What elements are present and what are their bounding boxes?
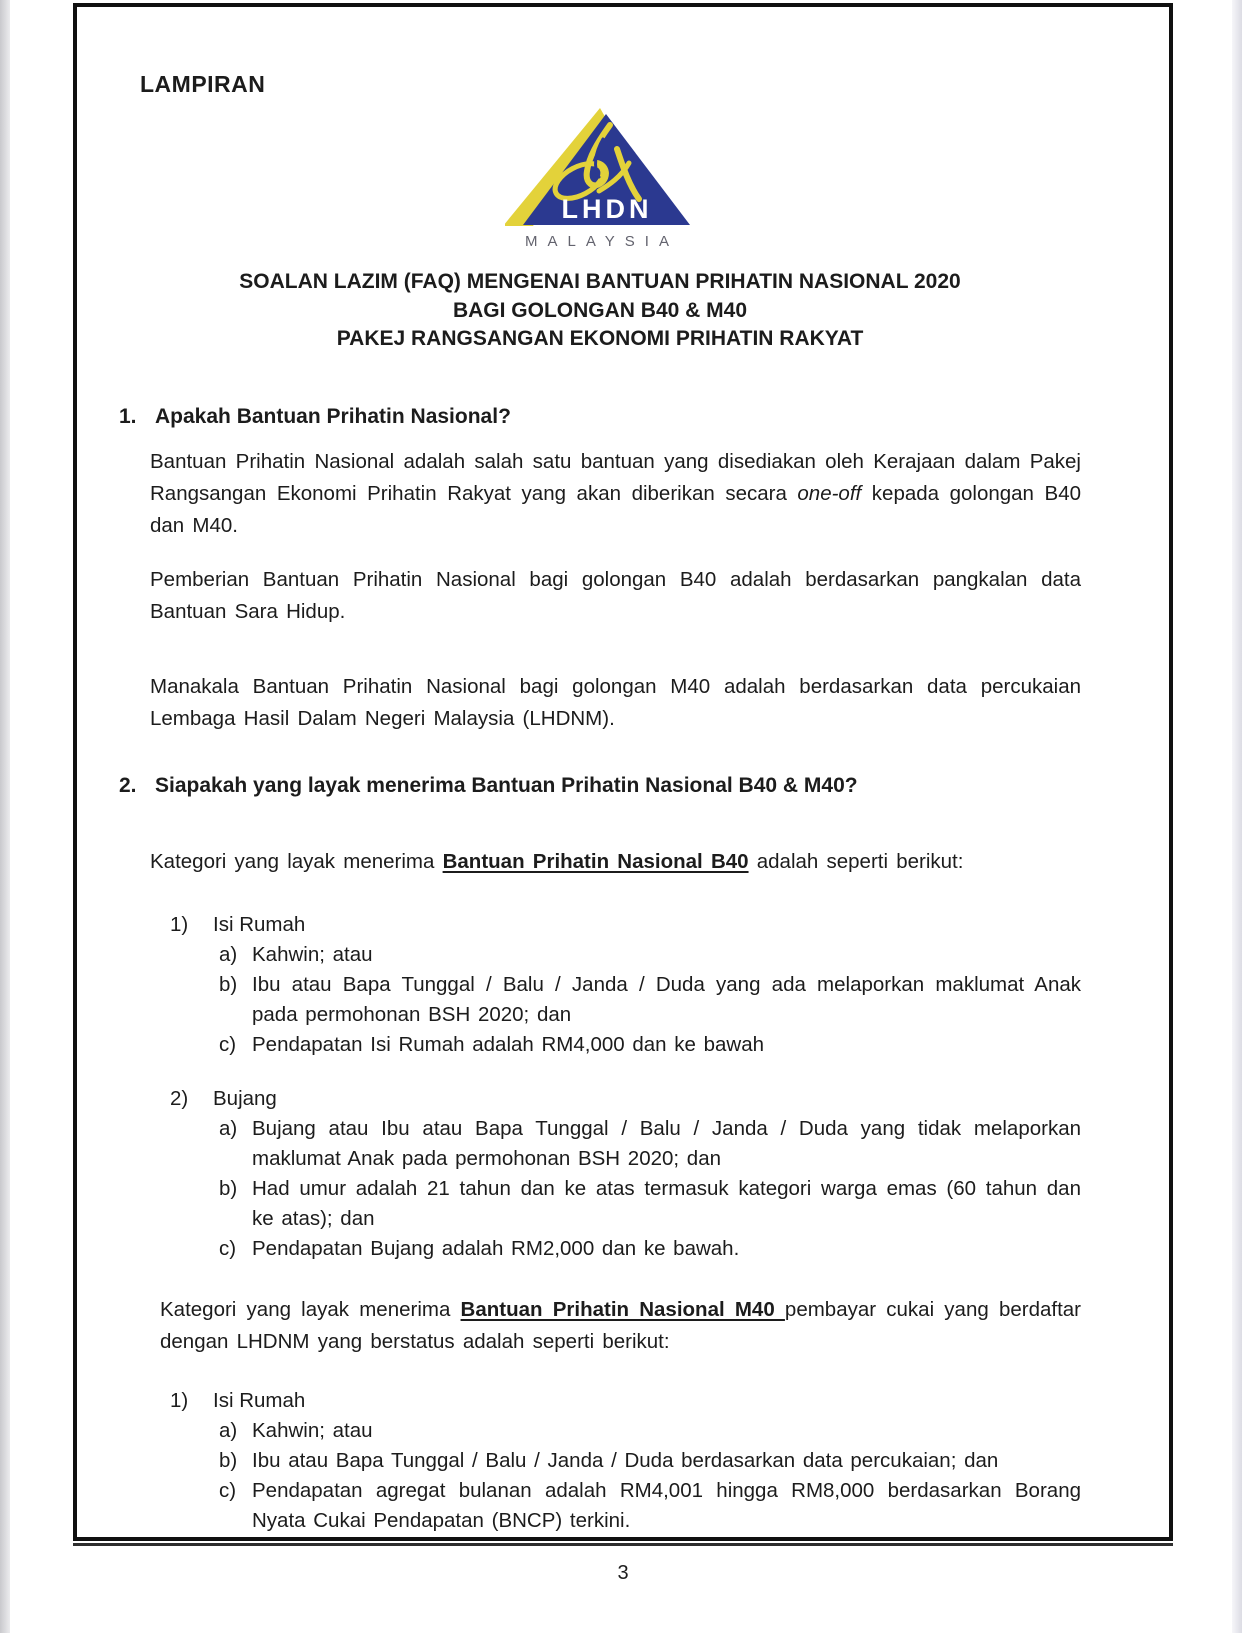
item-marker: c) xyxy=(219,1478,237,1502)
item-marker: 1) xyxy=(170,1388,189,1412)
q1-para-1 xyxy=(150,446,1081,542)
lhdn-logo xyxy=(119,105,1081,258)
item-text: Kahwin; atau xyxy=(252,1418,373,1442)
doc-title-line1: SOALAN LAZIM (FAQ) MENGENAI BANTUAN PRIHATIN NASIONAL 2020 xyxy=(239,270,961,293)
m40-intro xyxy=(160,1294,1081,1358)
list-item xyxy=(170,1084,1081,1114)
b40-intro-bold: Bantuan Prihatin Nasional B40 xyxy=(442,849,749,873)
item-text: Kahwin; atau xyxy=(252,942,373,966)
q2-number: 2. xyxy=(119,773,137,797)
scan-edge-left xyxy=(0,0,10,1633)
doc-title-line3: PAKEJ RANGSANGAN EKONOMI PRIHATIN RAKYAT xyxy=(336,327,864,350)
faq-item-2 xyxy=(119,771,1081,1536)
item-text: Ibu atau Bapa Tunggal / Balu / Janda / Duda berdasarkan data percukaian; dan xyxy=(252,1448,999,1472)
q1-heading-row xyxy=(119,402,1081,432)
q1-para-1-text: Bantuan Prihatin Nasional adalah salah satu bantuan yang disediakan oleh Kerajaan dalam Pakej Rangsangan Ekonomi Prihatin Rakyat yang akan diberikan secara xyxy=(150,449,1081,505)
list-item xyxy=(170,1386,1081,1416)
lhdn-logo-graphic xyxy=(505,105,695,253)
q1-para-1-tail: kepada golongan B40 dan M40. xyxy=(150,481,1081,537)
item-label: Isi Rumah xyxy=(213,912,306,936)
q1-number: 1. xyxy=(119,404,137,428)
list-item xyxy=(219,1030,1081,1060)
item-marker: a) xyxy=(219,942,238,966)
item-marker: c) xyxy=(219,1032,237,1056)
item-label: Isi Rumah xyxy=(213,1388,306,1412)
scan-edge-right xyxy=(1232,0,1242,1633)
item-marker: a) xyxy=(219,1116,238,1140)
item-text: Ibu atau Bapa Tunggal / Balu / Janda / Duda yang ada melaporkan maklumat Anak pada permohonan BSH 2020; dan xyxy=(252,972,1081,1026)
b40-list xyxy=(119,910,1081,1264)
b40-group-isi-rumah xyxy=(119,910,1081,1060)
m40-intro-bold: Bantuan Prihatin Nasional M40 xyxy=(460,1297,785,1321)
page-border-box xyxy=(73,3,1173,1541)
item-marker: 2) xyxy=(170,1086,189,1110)
item-text: Pendapatan agregat bulanan adalah RM4,001 hingga RM8,000 berdasarkan Borang Nyata Cukai Pendapatan (BNCP) terkini. xyxy=(252,1478,1081,1532)
item-marker: b) xyxy=(219,1176,238,1200)
list-item xyxy=(219,1416,1081,1446)
q1-para-2: Pemberian Bantuan Prihatin Nasional bagi golongan B40 adalah berdasarkan pangkalan data Bantuan Sara Hidup. xyxy=(150,567,1081,623)
malaysia-text: MALAYSIA xyxy=(525,233,679,250)
doc-title-line2: BAGI GOLONGAN B40 & M40 xyxy=(452,298,748,322)
list-item xyxy=(219,1234,1081,1264)
b40-intro-tail: adalah seperti berikut: xyxy=(748,849,964,873)
m40-list xyxy=(119,1386,1081,1536)
list-item xyxy=(219,1446,1081,1476)
b40-intro xyxy=(150,846,1081,878)
q2-heading: Siapakah yang layak menerima Bantuan Prihatin Nasional B40 & M40? xyxy=(155,773,858,797)
q1-para-3: Manakala Bantuan Prihatin Nasional bagi golongan M40 adalah berdasarkan data percukaian Lembaga Hasil Dalam Negeri Malaysia (LHDNM). xyxy=(150,674,1081,730)
list-item xyxy=(219,1114,1081,1174)
item-text: Pendapatan Isi Rumah adalah RM4,000 dan ke bawah xyxy=(252,1032,765,1056)
item-text: Bujang atau Ibu atau Bapa Tunggal / Balu / Janda / Duda yang tidak melaporkan maklumat Anak pada permohonan BSH 2020; dan xyxy=(252,1116,1081,1170)
list-item xyxy=(170,910,1081,940)
item-marker: a) xyxy=(219,1418,238,1442)
list-item xyxy=(219,1174,1081,1234)
list-item xyxy=(219,1476,1081,1536)
item-label: Bujang xyxy=(213,1086,277,1110)
m40-group-isi-rumah xyxy=(119,1386,1081,1536)
b40-group-bujang xyxy=(119,1084,1081,1264)
page-content xyxy=(77,7,1169,1536)
q1-heading: Apakah Bantuan Prihatin Nasional? xyxy=(155,404,511,428)
doc-title xyxy=(119,268,1081,354)
lampiran-label: LAMPIRAN xyxy=(140,71,266,97)
q1-para-1-italic: one-off xyxy=(797,481,862,505)
item-marker: 1) xyxy=(170,912,189,936)
faq-item-1 xyxy=(119,402,1081,735)
m40-intro-tail: pembayar cukai yang berdaftar dengan LHDNM yang berstatus adalah seperti berikut: xyxy=(160,1297,1081,1353)
lhdn-text: LHDN xyxy=(561,194,653,224)
list-item xyxy=(219,940,1081,970)
item-marker: b) xyxy=(219,972,238,996)
item-marker: c) xyxy=(219,1236,237,1260)
item-marker: b) xyxy=(219,1448,238,1472)
m40-intro-text: Kategori yang layak menerima xyxy=(160,1297,461,1321)
q2-heading-row xyxy=(119,771,1081,801)
b40-intro-text: Kategori yang layak menerima xyxy=(150,849,443,873)
page-number: 3 xyxy=(617,1562,629,1584)
item-text: Pendapatan Bujang adalah RM2,000 dan ke bawah. xyxy=(252,1236,740,1260)
item-text: Had umur adalah 21 tahun dan ke atas termasuk kategori warga emas (60 tahun dan ke atas); dan xyxy=(252,1176,1081,1230)
list-item xyxy=(219,970,1081,1030)
